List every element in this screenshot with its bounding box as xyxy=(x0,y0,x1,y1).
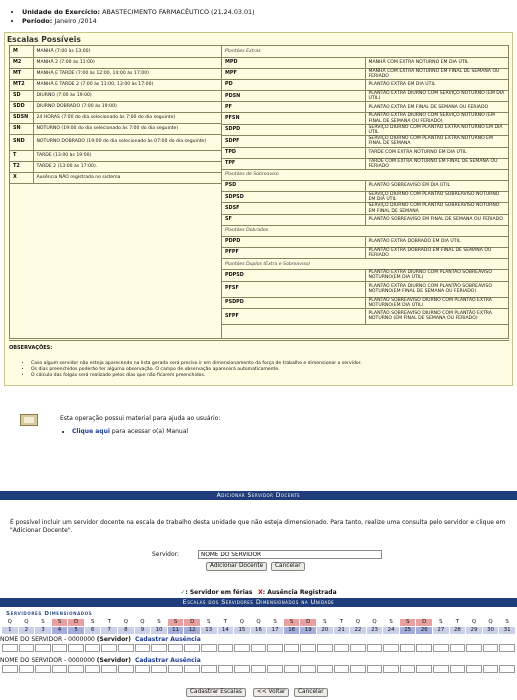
escalas-right-column xyxy=(222,45,509,339)
day-escala-input[interactable] xyxy=(52,665,68,673)
day-escala-input[interactable] xyxy=(466,665,482,673)
day-escala-input[interactable] xyxy=(416,665,432,673)
day-number-cell: 21 xyxy=(334,627,350,634)
escala-section-row xyxy=(222,225,508,236)
escala-desc: MANHÃ 2 (7:00 às 11:00) xyxy=(33,57,221,68)
weekday-cell: Q xyxy=(355,619,361,625)
day-number-cell: 15 xyxy=(234,627,250,634)
day-number-cell: 9 xyxy=(135,627,151,634)
day-escala-input[interactable] xyxy=(251,665,267,673)
day-number-cell: 19 xyxy=(300,627,316,634)
day-escala-input[interactable] xyxy=(450,665,466,673)
observacao-item: • Os dias preenchidos poderão ter alguma observação. O campo de observação aparecerá automaticamente. xyxy=(31,367,362,373)
escala-desc: PLANTÃO SOBREAVISO EM FINAL DE SEMANA OU FERIADO xyxy=(365,214,508,225)
book-icon xyxy=(20,414,38,426)
day-number-cell: 13 xyxy=(201,627,217,634)
escala-code: X xyxy=(10,172,33,183)
footer-actions xyxy=(0,688,517,698)
escala-row xyxy=(10,172,221,183)
escala-row xyxy=(222,147,508,158)
day-number-cell: 10 xyxy=(151,627,167,634)
day-escala-input[interactable] xyxy=(2,665,18,673)
day-escala-input[interactable] xyxy=(367,644,383,652)
day-number-cell: 29 xyxy=(466,627,482,634)
servidor-label: Servidor: xyxy=(152,551,180,558)
escala-row xyxy=(10,101,221,112)
weekday-cell: S xyxy=(168,619,184,626)
escala-row xyxy=(222,158,508,169)
escala-section-title: Plantões Dobrados xyxy=(222,225,508,236)
weekday-cell: Q xyxy=(471,619,477,625)
escala-row xyxy=(10,79,221,90)
day-escala-input[interactable] xyxy=(400,665,416,673)
day-escala-input[interactable] xyxy=(433,644,449,652)
escala-row xyxy=(10,46,221,57)
escala-desc: TARDE COM EXTRA NOTURNO EM FINAL DE SEMANA OU FERIADO xyxy=(365,158,508,169)
day-number-cell: 6 xyxy=(85,627,101,634)
day-number-cell: 14 xyxy=(218,627,234,634)
cadastrar-escalas-button[interactable]: Cadastrar Escalas xyxy=(186,688,246,697)
day-number-cell: 11 xyxy=(168,627,184,634)
day-escala-input[interactable] xyxy=(483,644,499,652)
weekday-cell: D xyxy=(68,619,84,626)
day-number-cell: 30 xyxy=(483,627,499,634)
escala-desc: MANHÃ E TARDE 2 (7:00 às 11:00, 13:00 às 17:00) xyxy=(33,79,221,90)
escala-code: TPD xyxy=(222,147,365,158)
day-escala-input[interactable] xyxy=(101,665,117,673)
day-number-cell: 5 xyxy=(68,627,84,634)
escala-section-row xyxy=(222,259,508,270)
escala-row xyxy=(10,90,221,101)
observacoes-section xyxy=(9,340,509,383)
escala-desc: PLANTÃO EXTRA DOBRADO EM FINAL DE SEMANA OU FERIADO xyxy=(365,247,508,258)
escala-desc: TARDE 2 (13:00 às 17:00). xyxy=(33,161,221,172)
escala-code: M2 xyxy=(10,57,33,68)
weekday-cell: Q xyxy=(239,619,244,625)
day-escala-input[interactable] xyxy=(85,644,101,652)
escala-code: TPF xyxy=(222,158,365,169)
observacao-item: • O cálculo das folgas será realizado pelos dias que não ficarem preenchidos. xyxy=(31,373,362,379)
escala-row xyxy=(10,150,221,161)
escala-desc: PLANTÃO EXTRA DOBRADO EM DIA ÚTIL xyxy=(365,236,508,247)
day-escala-input[interactable] xyxy=(251,644,267,652)
day-number-row xyxy=(2,627,516,634)
escala-code: T2 xyxy=(10,161,33,172)
cancel-add-button[interactable]: Cancelar xyxy=(271,562,305,571)
escala-code: SND xyxy=(10,134,33,150)
employee-row xyxy=(0,657,517,664)
escala-desc: PLANTÃO EXTRA EM FINAL DE SEMANA OU FERIADO xyxy=(365,102,508,113)
escala-code: SDD xyxy=(10,101,33,112)
escala-code: SDSF xyxy=(222,203,365,214)
day-number-cell: 16 xyxy=(251,627,267,634)
day-escala-input[interactable] xyxy=(416,644,432,652)
escala-desc: MANHÃ (7:00 às 13:00) xyxy=(33,46,221,57)
day-escala-input[interactable] xyxy=(35,665,51,673)
legend: ✓: Servidor em férias X: Ausência Registrada xyxy=(180,589,337,596)
weekday-cell: Q xyxy=(488,619,493,625)
day-number-cell: 26 xyxy=(416,627,432,634)
day-escala-input[interactable] xyxy=(383,665,399,673)
escala-row xyxy=(10,57,221,68)
day-number-cell: 24 xyxy=(383,627,399,634)
day-number-cell: 2 xyxy=(19,627,35,634)
weekday-cell: S xyxy=(41,619,45,625)
day-number-cell: 31 xyxy=(499,627,515,634)
escala-code: MPF xyxy=(222,68,365,79)
day-escala-input[interactable] xyxy=(68,644,84,652)
escala-row xyxy=(222,57,508,68)
escala-code: T xyxy=(10,150,33,161)
day-escala-input[interactable] xyxy=(19,644,35,652)
weekday-cell: S xyxy=(157,619,161,625)
escala-code: SD xyxy=(10,90,33,101)
day-escala-input[interactable] xyxy=(499,644,515,652)
weekday-cell: S xyxy=(505,619,509,625)
weekday-cell: D xyxy=(416,619,432,626)
escala-desc: TARDE COM EXTRA NOTURNO EM DIA ÚTIL xyxy=(365,147,508,158)
escala-section-title: Plantões Duplos (Extra e Sobreaviso) xyxy=(222,259,508,270)
day-escala-input[interactable] xyxy=(267,644,283,652)
escala-row xyxy=(10,123,221,134)
employee-role: (Servidor) xyxy=(96,657,131,664)
weekday-cell: S xyxy=(207,619,211,625)
weekday-cell: S xyxy=(273,619,277,625)
day-number-cell: 27 xyxy=(433,627,449,634)
escala-desc: Ausência NÃO registrada no sistema xyxy=(33,172,221,183)
day-escala-input[interactable] xyxy=(317,665,333,673)
day-escala-input[interactable] xyxy=(118,644,134,652)
check-icon: ✓ xyxy=(180,589,186,596)
day-escala-input[interactable] xyxy=(466,644,482,652)
escala-desc: NOTURNO DOBRADO (19:00 do dia selecionado às 07:00 do dia seguinte) xyxy=(33,134,221,150)
escala-row xyxy=(10,161,221,172)
day-escala-input[interactable] xyxy=(350,665,366,673)
escala-row xyxy=(222,270,508,281)
day-escala-input[interactable] xyxy=(218,644,234,652)
weekday-row xyxy=(2,619,516,626)
escala-code: SN xyxy=(10,123,33,134)
escala-desc: PLANTÃO SOBREAVISO EM DIA ÚTIL xyxy=(365,180,508,191)
unidade-line: • Unidade do Exercício: ABASTECIMENTO FARMACÊUTICO (21.24.03.01) xyxy=(22,8,255,17)
escala-section-row xyxy=(222,46,508,57)
help-manual-link[interactable]: Clique aqui xyxy=(72,428,110,435)
weekday-cell: D xyxy=(300,619,316,626)
day-escala-input[interactable] xyxy=(450,644,466,652)
escala-desc: TARDE (13:00 às 19:00) xyxy=(33,150,221,161)
escala-row xyxy=(222,308,508,324)
day-escala-input[interactable] xyxy=(284,665,300,673)
escala-desc: MANHÃ COM EXTRA NOTURNO EM DIA ÚTIL xyxy=(365,57,508,68)
x-icon: X xyxy=(258,589,263,596)
day-escala-input[interactable] xyxy=(101,644,117,652)
employee-day-inputs xyxy=(2,644,516,652)
help-link-item: • Clique aqui para acessar o(a) Manual xyxy=(72,428,188,435)
day-escala-input[interactable] xyxy=(300,665,316,673)
escala-row xyxy=(222,113,508,124)
escala-section-title: Plantões Extras xyxy=(222,46,508,57)
weekday-cell: T xyxy=(223,619,227,625)
servidores-dimensionados-title: Servidores Dimensionados xyxy=(6,611,93,617)
escala-row xyxy=(222,180,508,191)
escala-code: MT xyxy=(10,68,33,79)
escala-code: PSDPD xyxy=(222,297,365,308)
cadastrar-ausencia-link[interactable]: Cadastrar Ausência xyxy=(134,636,201,643)
escala-desc: PLANTÃO EXTRA DIURNO COM PLANTÃO SOBREAVISO NOTURNO(EM DIA ÚTIL) xyxy=(365,270,508,281)
day-number-cell: 8 xyxy=(118,627,134,634)
escala-desc: PLANTÃO EXTRA DIURNO COM SERVIÇO NOTURNO (EM DIA ÚTIL) xyxy=(365,90,508,101)
escala-code: SDSN xyxy=(10,112,33,123)
weekday-cell: D xyxy=(184,619,200,626)
weekday-cell: S xyxy=(389,619,393,625)
escala-desc: SERVIÇO DIURNO COM PLANTÃO EXTRA NOTURNO EM FINAL DE SEMANA xyxy=(365,136,508,147)
day-number-cell: 4 xyxy=(52,627,68,634)
weekday-cell: Q xyxy=(140,619,145,625)
voltar-button[interactable]: << Voltar xyxy=(253,688,289,697)
escala-row xyxy=(10,134,221,150)
escala-desc: MANHÃ COM EXTRA NOTURNO EM FINAL DE SEMANA OU FERIADO xyxy=(365,68,508,79)
weekday-cell: S xyxy=(90,619,95,625)
day-escala-input[interactable] xyxy=(483,665,499,673)
escala-desc: SERVIÇO DIURNO COM PLANTÃO SOBREAVISO NOTURNO EM FINAL DE SEMANA xyxy=(365,203,508,214)
day-escala-input[interactable] xyxy=(201,644,217,652)
escalas-title: Escalas Possíveis xyxy=(7,35,81,44)
day-escala-input[interactable] xyxy=(234,644,250,652)
day-number-cell: 22 xyxy=(350,627,366,634)
help-box xyxy=(20,414,420,440)
day-number-cell: 23 xyxy=(367,627,383,634)
day-escala-input[interactable] xyxy=(151,644,167,652)
weekday-cell: Q xyxy=(123,619,128,625)
day-escala-input[interactable] xyxy=(168,644,184,652)
escala-desc: DIURNO DOBRADO (7:00 às 19:00) xyxy=(33,101,221,112)
employee-name: NOME DO SERVIDOR - 0000000 xyxy=(0,636,95,643)
escala-desc: PLANTÃO SOBREAVISO DIURNO COM PLANTÃO EXTRA NOTURNO (EM FINAL DE SEMANA OU FERIADO) xyxy=(365,308,508,324)
escala-code: PFPF xyxy=(222,247,365,258)
observacoes-title: OBSERVAÇÕES: xyxy=(9,345,53,351)
day-escala-input[interactable] xyxy=(334,665,350,673)
day-escala-input[interactable] xyxy=(68,665,84,673)
escala-row xyxy=(222,191,508,202)
add-docente-button[interactable]: Adicionar Docente xyxy=(206,562,267,571)
day-escala-input[interactable] xyxy=(184,665,200,673)
servidor-search-row xyxy=(0,550,517,559)
escala-code: SFPF xyxy=(222,308,365,324)
escala-code: PD xyxy=(222,79,365,90)
escala-row xyxy=(10,112,221,123)
weekday-cell: Q xyxy=(372,619,377,625)
day-escala-input[interactable] xyxy=(35,644,51,652)
escala-row xyxy=(222,297,508,308)
day-escala-input[interactable] xyxy=(367,665,383,673)
day-escala-input[interactable] xyxy=(234,665,250,673)
escala-desc: NOTURNO (19:00 do dia selecionado às 7:00 do dia seguinte) xyxy=(33,123,221,134)
weekday-cell: Q xyxy=(7,619,12,625)
weekday-cell: S xyxy=(323,619,327,625)
day-escala-input[interactable] xyxy=(85,665,101,673)
day-escala-input[interactable] xyxy=(499,665,515,673)
weekday-cell: Q xyxy=(24,619,29,625)
periodo-line: • Período: Janeiro /2014 xyxy=(22,17,255,26)
escala-code: PDPD xyxy=(222,236,365,247)
weekday-cell: T xyxy=(455,619,460,625)
escala-section-row xyxy=(222,169,508,180)
escala-code: PFSF xyxy=(222,281,365,297)
weekday-cell: S xyxy=(400,619,416,626)
day-escala-input[interactable] xyxy=(201,665,217,673)
day-number-cell: 1 xyxy=(2,627,18,634)
day-escala-input[interactable] xyxy=(2,644,18,652)
escala-row xyxy=(222,214,508,225)
day-escala-input[interactable] xyxy=(300,644,316,652)
employee-role: (Servidor) xyxy=(96,636,131,643)
weekday-cell: T xyxy=(107,619,111,625)
escala-row xyxy=(222,236,508,247)
escala-code: PF xyxy=(222,102,365,113)
help-text: Esta operação possui material para ajuda ao usuário: xyxy=(60,415,221,422)
day-number-cell: 12 xyxy=(184,627,200,634)
employee-name: NOME DO SERVIDOR - 0000000 xyxy=(0,657,95,664)
servidor-input[interactable] xyxy=(198,550,382,559)
day-escala-input[interactable] xyxy=(334,644,350,652)
escala-desc: SERVIÇO DIURNO COM PLANTÃO EXTRA NOTURNO EM DIA ÚTIL xyxy=(365,124,508,135)
cadastrar-ausencia-link[interactable]: Cadastrar Ausência xyxy=(134,657,201,664)
day-escala-input[interactable] xyxy=(350,644,366,652)
escala-section-title: Plantões de Sobreaviso xyxy=(222,169,508,180)
escala-row xyxy=(222,90,508,101)
escala-code: SF xyxy=(222,214,365,225)
escala-code: M xyxy=(10,46,33,57)
escala-row xyxy=(10,68,221,79)
escala-code: PDPSD xyxy=(222,270,365,281)
day-number-cell: 28 xyxy=(450,627,466,634)
escalas-possiveis-panel xyxy=(4,32,513,386)
day-number-cell: 18 xyxy=(284,627,300,634)
escala-code: PDSN xyxy=(222,90,365,101)
weekday-cell: S xyxy=(439,619,443,625)
escala-desc: PLANTÃO EXTRA EM DIA ÚTIL xyxy=(365,79,508,90)
escala-code: SDPSD xyxy=(222,191,365,202)
weekday-cell: Q xyxy=(256,619,261,625)
day-number-cell: 20 xyxy=(317,627,333,634)
day-escala-input[interactable] xyxy=(184,644,200,652)
escala-row xyxy=(222,79,508,90)
escala-code: SDPD xyxy=(222,124,365,135)
day-escala-input[interactable] xyxy=(383,644,399,652)
weekday-cell: S xyxy=(52,619,68,626)
escala-desc: PLANTÃO EXTRA DIURNO COM PLANTÃO SOBREAVISO NOTURNO(EM FINAL DE SEMANA OU FERIADO) xyxy=(365,281,508,297)
employee-row xyxy=(0,636,517,643)
day-escala-input[interactable] xyxy=(52,644,68,652)
day-number-cell: 25 xyxy=(400,627,416,634)
day-escala-input[interactable] xyxy=(400,644,416,652)
escala-desc: DIURNO (7:00 às 19:00) xyxy=(33,90,221,101)
day-escala-input[interactable] xyxy=(151,665,167,673)
day-number-cell: 3 xyxy=(35,627,51,634)
escala-row xyxy=(222,68,508,79)
escala-desc: SERVIÇO DIURNO COM PLANTÃO SOBREAVISO NOTURNO EM DIA ÚTIL xyxy=(365,191,508,202)
escala-code: PSD xyxy=(222,180,365,191)
add-docente-header: Adicionar Servidor Docente xyxy=(0,491,517,500)
escala-code: SDPF xyxy=(222,136,365,147)
day-escala-input[interactable] xyxy=(317,644,333,652)
period-info xyxy=(22,8,255,26)
escala-code: MPD xyxy=(222,57,365,68)
escala-row xyxy=(222,102,508,113)
day-escala-input[interactable] xyxy=(218,665,234,673)
escala-desc: PLANTÃO EXTRA DIURNO COM SERVIÇO NOTURNO (EM FINAL DE SEMANA OU FERIADO) xyxy=(365,113,508,124)
day-number-cell: 17 xyxy=(267,627,283,634)
day-escala-input[interactable] xyxy=(19,665,35,673)
escala-row xyxy=(222,136,508,147)
day-escala-input[interactable] xyxy=(433,665,449,673)
weekday-cell: T xyxy=(339,619,343,625)
escala-row xyxy=(222,203,508,214)
day-escala-input[interactable] xyxy=(168,665,184,673)
day-escala-input[interactable] xyxy=(284,644,300,652)
weekday-cell: S xyxy=(284,619,300,626)
employee-day-inputs xyxy=(2,665,516,673)
escalas-left-column xyxy=(9,45,222,339)
escala-code: PFSN xyxy=(222,113,365,124)
escala-desc: PLANTÃO SOBREAVISO DIURNO COM PLANTÃO EXTRA NOTURNO(EM DIA ÚTIL) xyxy=(365,297,508,308)
day-escala-input[interactable] xyxy=(135,665,151,673)
add-docente-description: É possível incluir um servidor docente na escala de trabalho desta unidade que não esteja dimensionado. Para tanto, realize uma consulta pelo servidor e clique em "Adicionar Docente". xyxy=(10,519,506,534)
escala-desc: MANHÃ E TARDE (7:00 às 12:00, 14:00 às 17:00) xyxy=(33,68,221,79)
day-number-cell: 7 xyxy=(101,627,117,634)
escala-row xyxy=(222,281,508,297)
day-escala-input[interactable] xyxy=(118,665,134,673)
cancelar-button[interactable]: Cancelar xyxy=(294,688,328,697)
escalas-servidores-header: Escalas dos Servidores Dimensionados na Unidade xyxy=(0,598,517,607)
day-escala-input[interactable] xyxy=(135,644,151,652)
observacao-item: • Caso algum servidor não esteja aparecendo na lista gerada será preciso ir em dimensionamento da força de trabalho e dimensionar o servidor. xyxy=(31,361,362,367)
escala-row xyxy=(222,247,508,258)
escala-desc: 24 HORAS (7:00 do dia selecionado às 7:00 do dia seguinte) xyxy=(33,112,221,123)
day-escala-input[interactable] xyxy=(267,665,283,673)
escala-code: MT2 xyxy=(10,79,33,90)
escala-row xyxy=(222,124,508,135)
